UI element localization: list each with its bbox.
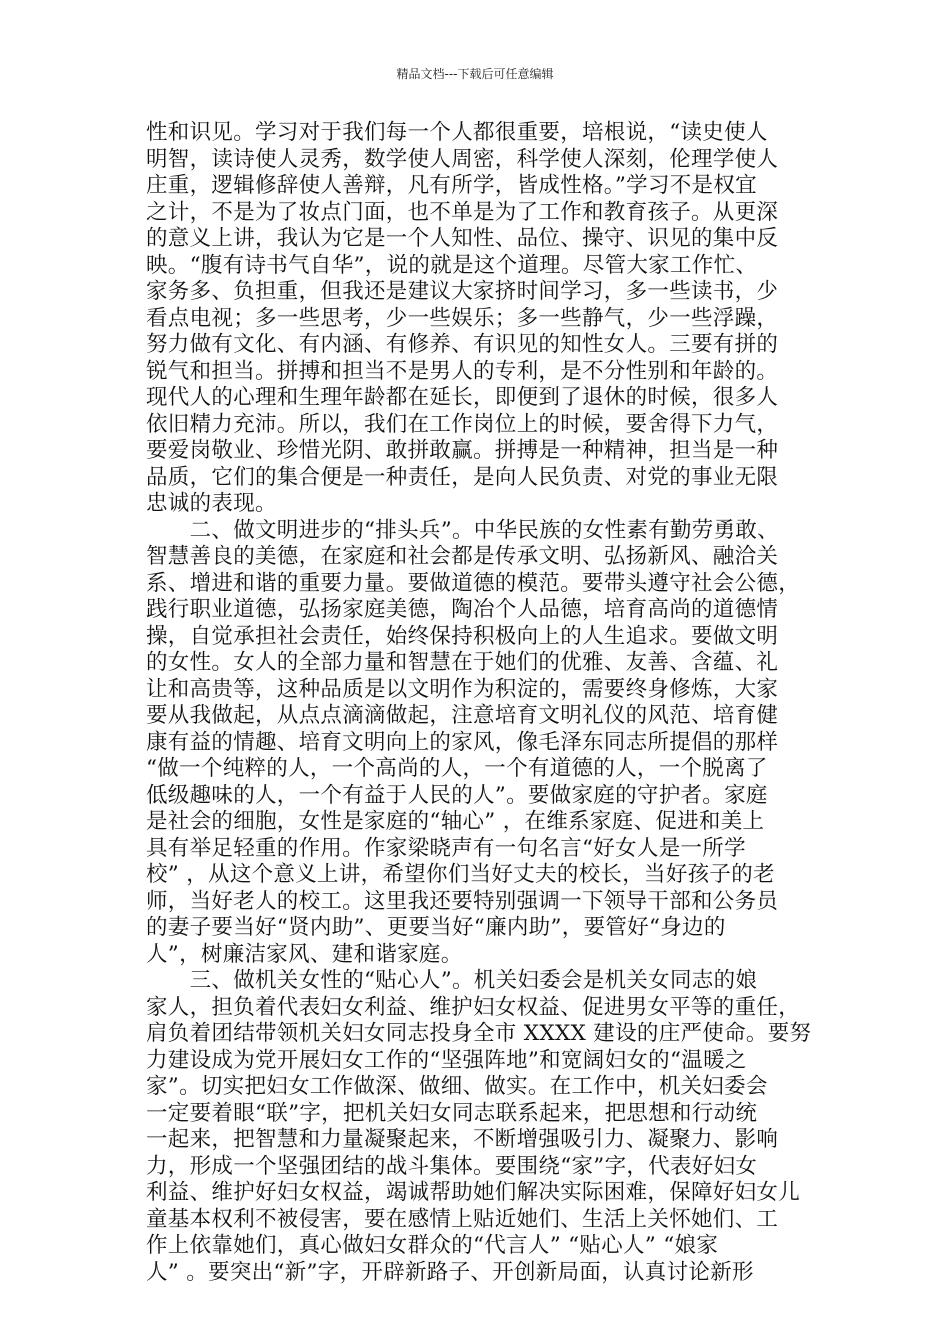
text-line: 人” 。要突出“新”字，开辟新路子、开创新局面，认真讨论新形 <box>146 1259 754 1285</box>
text-line: 校” ，从这个意义上讲，希望你们当好丈夫的校长，当好孩子的老 <box>146 862 775 887</box>
text-line: 三、做机关女性的“贴心人”。机关妇委会是机关女同志的娘 <box>146 968 758 993</box>
text-line: 要从我做起，从点点滴滴做起，注意培育文明礼仪的风范、培育健 <box>146 703 779 728</box>
text-line: 性和识见。学习对于我们每一个人都很重要，培根说，“读史使人 <box>146 120 768 145</box>
text-line: 一起来，把智慧和力量凝聚起来，不断增强吸引力、凝聚力、影响 <box>146 1127 779 1152</box>
text-line: 的妻子要当好“贤内助”、更要当好“廉内助”，要管好“身边的 <box>146 915 726 940</box>
text-line: 锐气和担当。拼搏和担当不是男人的专利，是不分性别和年龄的。 <box>146 358 779 384</box>
text-line: 家人，担负着代表妇女利益、维护妇女权益、促进男女平等的重任， <box>146 994 801 1020</box>
text-line: 操，自觉承担社会责任，始终保持积极向上的人生追求。要做文明 <box>146 623 779 649</box>
text-line: 力，形成一个坚强团结的战斗集体。要围绕“家”字，代表好妇女 <box>146 1153 758 1179</box>
text-line: 智慧善良的美德，在家庭和社会都是传承文明、弘扬新风、融洽关 <box>146 544 779 569</box>
text-line: 是社会的细胞，女性是家庭的“轴心” ，在维系家庭、促进和美上 <box>146 809 765 834</box>
text-line: 品质，它们的集合便是一种责任，是向人民负责、对党的事业无限 <box>146 464 779 490</box>
text-line: 的女性。女人的全部力量和智慧在于她们的优雅、友善、含蕴、礼 <box>146 650 779 675</box>
text-line: 师，当好老人的校工。这里我还要特别强调一下领导干部和公务员 <box>146 888 779 914</box>
text-line: 利益、维护好妇女权益，竭诚帮助她们解决实际困难，保障好妇女儿 <box>146 1180 801 1205</box>
text-line: 作上依靠她们，真心做妇女群众的“代言人” “贴心人” “娘家 <box>146 1233 719 1258</box>
text-line: 系、增进和谐的重要力量。要做道德的模范。要带头遵守社会公德， <box>146 570 801 596</box>
text-line: 现代人的心理和生理年龄都在延长，即便到了退休的时候，很多人 <box>146 385 779 410</box>
text-line: 人”，树廉洁家风、建和谐家庭。 <box>146 941 463 967</box>
text-line: 康有益的情趣、培育文明向上的家风，像毛泽东同志所提倡的那样 <box>146 729 779 755</box>
document-body <box>146 120 811 1286</box>
text-line: 之计，不是为了妆点门面，也不单是为了工作和教育孩子。从更深 <box>146 199 779 225</box>
text-line: 努力做有文化、有内涵、有修养、有识见的知性女人。三要有拼的 <box>146 332 779 357</box>
text-line: 一定要着眼“联”字，把机关妇女同志联系起来，把思想和行动统 <box>146 1100 758 1126</box>
text-line: 要爱岗敬业、珍惜光阴、敢拼敢赢。拼搏是一种精神，担当是一种 <box>146 438 779 463</box>
text-line: 具有举足轻重的作用。作家梁晓声有一句名言“好女人是一所学 <box>146 835 746 861</box>
text-line: 力建设成为党开展妇女工作的“坚强阵地”和宽阔妇女的“温暖之 <box>146 1047 747 1073</box>
text-line: 明智，读诗使人灵秀，数学使人周密，科学使人深刻，伦理学使人 <box>146 146 779 172</box>
text-line: 的意义上讲，我认为它是一个人知性、品位、操守、识见的集中反 <box>146 226 779 251</box>
text-line: 让和高贵等，这种品质是以文明作为积淀的，需要终身修炼，大家 <box>146 676 779 702</box>
text-line: “做一个纯粹的人，一个高尚的人，一个有道德的人，一个脱离了 <box>146 756 768 781</box>
text-line: 低级趣味的人，一个有益于人民的人”。要做家庭的守护者。家庭 <box>146 782 768 808</box>
text-line: 童基本权利不被侵害，要在感情上贴近她们、生活上关怀她们、工 <box>146 1206 779 1232</box>
text-line: 二、做文明进步的“排头兵”。中华民族的女性素有勤劳勇敢、 <box>146 517 779 543</box>
page-header: 精品文档---下载后可任意编辑 <box>396 67 554 81</box>
text-line: 家务多、负担重，但我还是建议大家挤时间学习，多一些读书，少 <box>146 279 779 304</box>
text-line: 忠诚的表现。 <box>146 491 277 516</box>
text-line: 依旧精力充沛。所以，我们在工作岗位上的时候，要舍得下力气， <box>146 411 779 437</box>
text-line: 肩负着团结带领机关妇女同志投身全市 XXXX 建设的庄严使命。要努 <box>146 1021 812 1046</box>
text-line: 庄重，逻辑修辞使人善辩，凡有所学，皆成性格。”学习不是权宜 <box>146 173 757 198</box>
text-line: 映。“腹有诗书气自华”，说的就是这个道理。尽管大家工作忙、 <box>146 252 758 278</box>
text-line: 践行职业道德，弘扬家庭美德，陶冶个人品德，培育高尚的道德情 <box>146 597 779 622</box>
text-line: 家”。切实把妇女工作做深、做细、做实。在工作中，机关妇委会 <box>146 1074 768 1099</box>
text-line: 看点电视；多一些思考，少一些娱乐；多一些静气，少一些浮躁， <box>146 305 779 331</box>
